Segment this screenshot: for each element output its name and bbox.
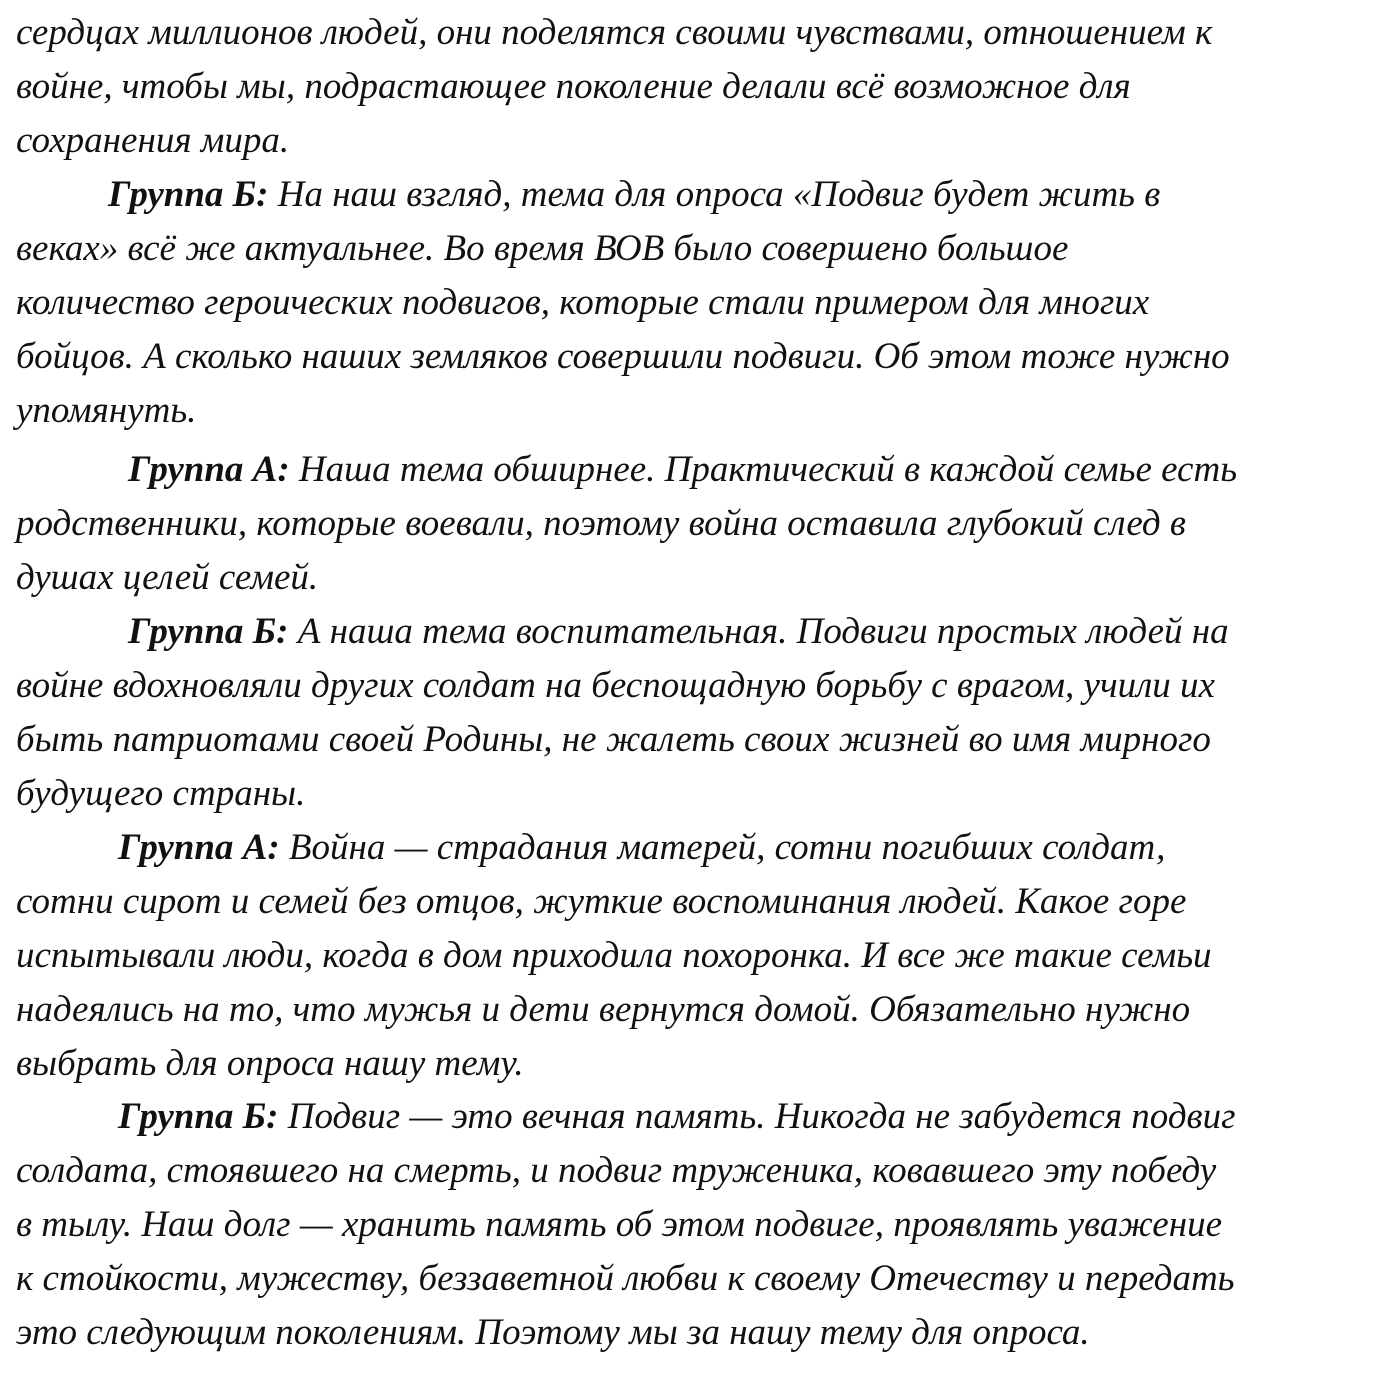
text-line: [16, 1306, 1090, 1360]
text-line: [16, 6, 1212, 60]
line-text: бойцов. А сколько наших земляков совершили подвиги. Об этом тоже нужно: [16, 336, 1230, 377]
speaker-label: Группа А:: [128, 449, 290, 490]
line-text: солдата, стоявшего на смерть, и подвиг труженика, ковавшего эту победу: [16, 1150, 1217, 1191]
speaker-label: Группа Б:: [108, 174, 269, 215]
text-line: [16, 1144, 1216, 1198]
line-text: к стойкости, мужеству, беззаветной любви к своему Отечеству и передать: [16, 1258, 1235, 1299]
line-text: веках» всё же актуальнее. Во время ВОВ было совершено большое: [16, 228, 1069, 269]
text-line: [16, 983, 1190, 1037]
text-line: [118, 821, 1165, 875]
line-text: количество героических подвигов, которые стали примером для многих: [16, 282, 1150, 323]
text-line: [108, 168, 1160, 222]
text-line: [16, 330, 1230, 384]
text-line: [16, 713, 1211, 767]
text-line: [16, 1037, 524, 1091]
line-text: родственники, которые воевали, поэтому война оставила глубокий след в: [16, 503, 1186, 544]
text-line: [16, 551, 318, 605]
text-line: [16, 222, 1068, 276]
text-line: [16, 497, 1186, 551]
speaker-label: Группа Б:: [128, 611, 289, 652]
line-text: Подвиг — это вечная память. Никогда не забудется подвиг: [278, 1096, 1236, 1137]
line-text: Наша тема обширнее. Практический в каждой семье есть: [289, 449, 1238, 490]
line-text: войне, чтобы мы, подрастающее поколение делали всё возможное для: [16, 66, 1131, 107]
line-text: войне вдохновляли других солдат на беспощадную борьбу с врагом, учили их: [16, 665, 1215, 706]
line-text: упомянуть.: [16, 390, 197, 431]
text-line: [16, 114, 289, 168]
line-text: А наша тема воспитательная. Подвиги простых людей на: [288, 611, 1229, 652]
line-text: быть патриотами своей Родины, не жалеть своих жизней во имя мирного: [16, 719, 1211, 760]
text-line: [16, 659, 1215, 713]
line-text: душах целей семей.: [16, 557, 319, 598]
text-line: [16, 929, 1212, 983]
text-line: [16, 60, 1131, 114]
text-line: [16, 1252, 1235, 1306]
line-text: На наш взгляд, тема для опроса «Подвиг будет жить в: [268, 174, 1161, 215]
line-text: Война — страдания матерей, сотни погибших солдат,: [279, 827, 1166, 868]
line-text: в тылу. Наш долг — хранить память об этом подвиге, проявлять уважение: [16, 1204, 1222, 1245]
line-text: сердцах миллионов людей, они поделятся своими чувствами, отношением к: [16, 12, 1213, 53]
line-text: сотни сирот и семей без отцов, жуткие воспоминания людей. Какое горе: [16, 881, 1187, 922]
text-line: [16, 276, 1149, 330]
text-line: [16, 384, 196, 438]
line-text: сохранения мира.: [16, 120, 290, 161]
speaker-label: Группа А:: [118, 827, 280, 868]
text-line: [128, 443, 1237, 497]
text-line: [16, 875, 1186, 929]
text-line: [128, 605, 1229, 659]
text-line: [16, 1198, 1222, 1252]
line-text: выбрать для опроса нашу тему.: [16, 1043, 524, 1084]
line-text: будущего страны.: [16, 773, 306, 814]
line-text: надеялись на то, что мужья и дети вернутся домой. Обязательно нужно: [16, 989, 1191, 1030]
text-line: [118, 1090, 1236, 1144]
line-text: испытывали люди, когда в дом приходила похоронка. И все же такие семьи: [16, 935, 1212, 976]
speaker-label: Группа Б:: [118, 1096, 279, 1137]
text-line: [16, 767, 305, 821]
line-text: это следующим поколениям. Поэтому мы за нашу тему для опроса.: [16, 1312, 1090, 1353]
